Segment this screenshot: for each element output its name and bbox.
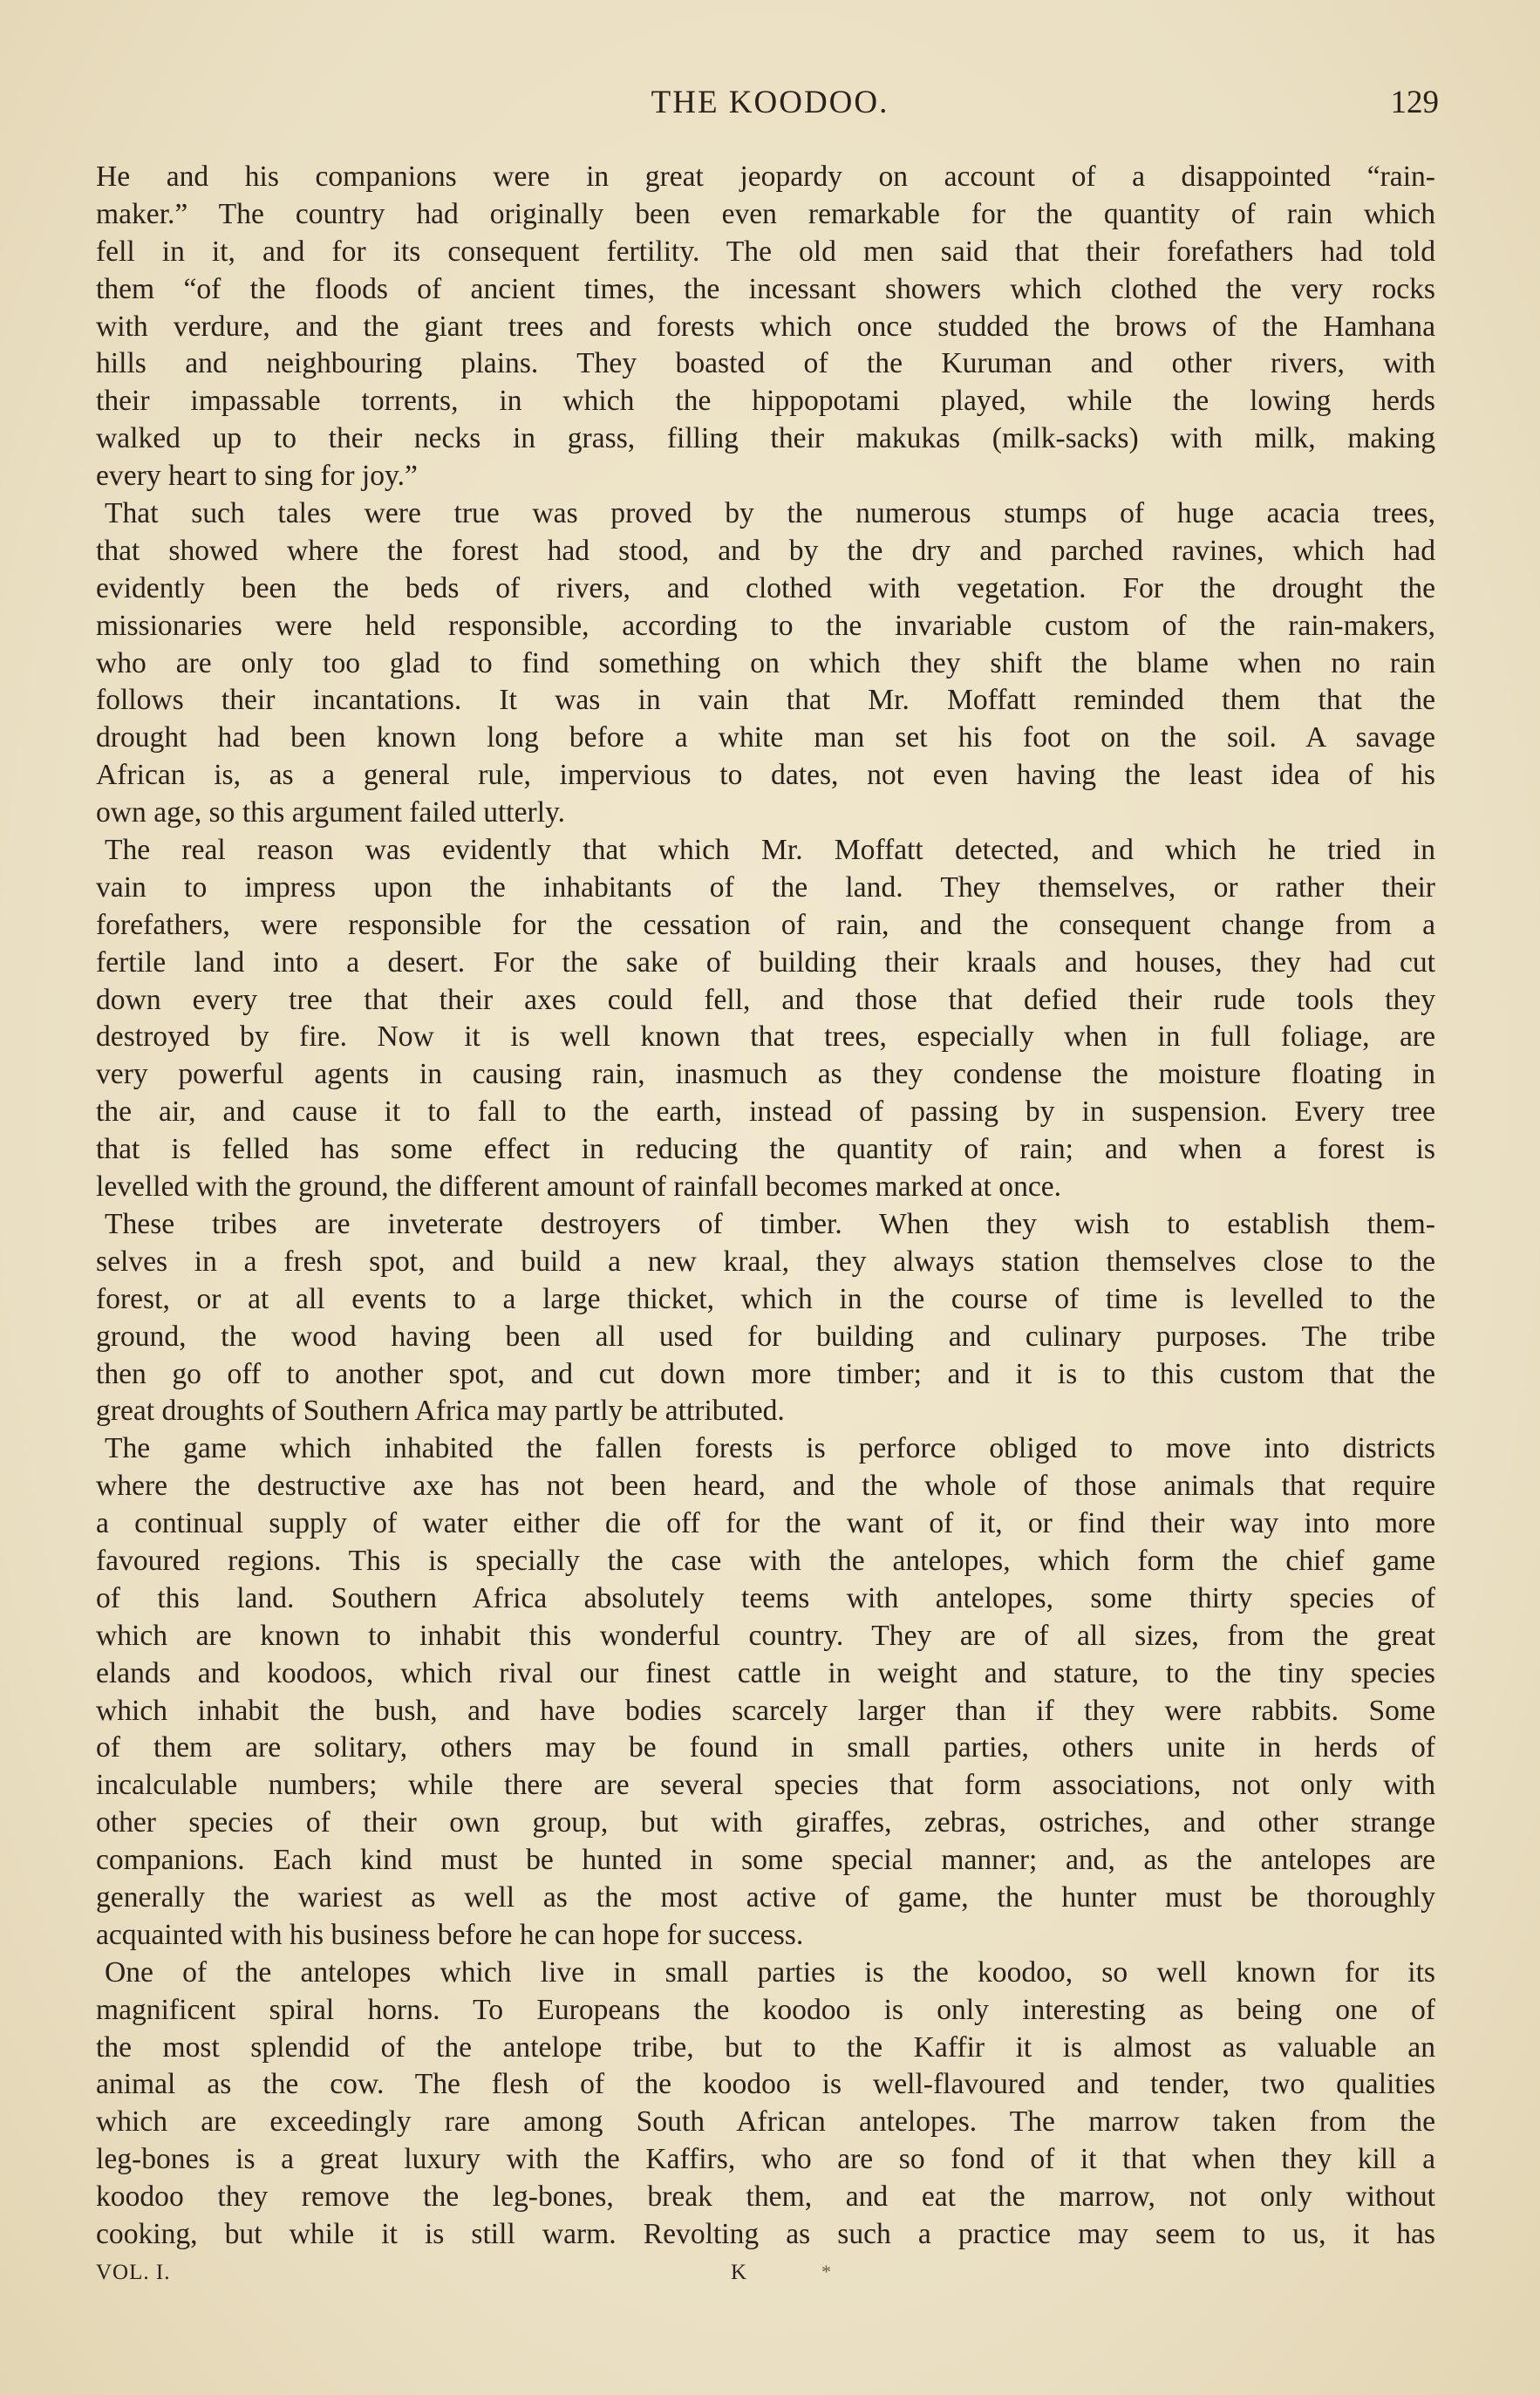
text-line: acquainted with his business before he can hope for success. bbox=[96, 1918, 804, 1951]
text-line: forefathers, were responsible for the cessation of rain, and the consequent change from a bbox=[96, 908, 1435, 941]
text-line: them “of the floods of ancient times, the incessant showers which clothed the very rocks bbox=[96, 272, 1435, 305]
text-line: every heart to sing for joy.” bbox=[96, 460, 418, 493]
running-head bbox=[96, 84, 1444, 127]
text-line: generally the wariest as well as the most active of game, the hunter must be thoroughly bbox=[96, 1880, 1435, 1914]
text-line: leg-bones is a great luxury with the Kaffirs, who are so fond of it that when they kill a bbox=[96, 2143, 1435, 2176]
text-line: koodoo they remove the leg-bones, break them, and eat the marrow, not only without bbox=[96, 2180, 1435, 2214]
page-title: THE KOODOO. bbox=[651, 85, 889, 120]
text-line: very powerful agents in causing rain, inasmuch as they condense the moisture floating in bbox=[96, 1058, 1435, 1091]
printer-mark: * bbox=[821, 2261, 832, 2282]
text-line: their impassable torrents, in which the hippopotami played, while the lowing herds bbox=[96, 385, 1435, 418]
text-line: which are exceedingly rare among South African antelopes. The marrow taken from the bbox=[96, 2105, 1435, 2139]
text-line: He and his companions were in great jeopardy on account of a disappointed “rain- bbox=[96, 160, 1435, 193]
text-line: which are known to inhabit this wonderful country. They are of all sizes, from the great bbox=[96, 1619, 1435, 1652]
text-line: hills and neighbouring plains. They boasted of the Kuruman and other rivers, with bbox=[96, 347, 1435, 380]
text-line: own age, so this argument failed utterly. bbox=[96, 796, 566, 829]
text-line: destroyed by fire. Now it is well known that trees, especially when in full foliage, are bbox=[96, 1020, 1435, 1054]
text-line: fertile land into a desert. For the sake of building their kraals and houses, they had cut bbox=[96, 945, 1435, 979]
page-footer bbox=[96, 2261, 1435, 2296]
text-line: incalculable numbers; while there are several species that form associations, not only with bbox=[96, 1769, 1435, 1802]
text-line: that showed where the forest had stood, and by the dry and parched ravines, which had bbox=[96, 534, 1435, 567]
text-line: levelled with the ground, the different amount of rainfall becomes marked at once. bbox=[96, 1170, 1062, 1204]
text-line: drought had been known long before a white man set his foot on the soil. A savage bbox=[96, 721, 1435, 754]
text-line: vain to impress upon the inhabitants of the land. They themselves, or rather their bbox=[96, 870, 1435, 904]
text-line: of them are solitary, others may be found in small parties, others unite in herds of bbox=[96, 1731, 1435, 1764]
text-line: animal as the cow. The flesh of the koodoo is well-flavoured and tender, two qualities bbox=[96, 2068, 1435, 2101]
text-line: That such tales were true was proved by the numerous stumps of huge acacia trees, bbox=[105, 497, 1435, 530]
text-line: which inhabit the bush, and have bodies scarcely larger than if they were rabbits. Some bbox=[96, 1694, 1435, 1727]
body-text bbox=[96, 159, 1435, 2254]
text-line: other species of their own group, but with giraffes, zebras, ostriches, and other strange bbox=[96, 1806, 1435, 1839]
volume-label: VOL. I. bbox=[96, 2261, 171, 2284]
text-line: fell in it, and for its consequent fertility. The old men said that their forefathers had told bbox=[96, 235, 1435, 268]
text-line: evidently been the beds of rivers, and clothed with vegetation. For the drought the bbox=[96, 571, 1435, 604]
text-line: The real reason was evidently that which Mr. Moffatt detected, and which he tried in bbox=[105, 834, 1435, 867]
text-line: favoured regions. This is specially the case with the antelopes, which form the chief game bbox=[96, 1544, 1435, 1577]
text-line: who are only too glad to find something on which they shift the blame when no rain bbox=[96, 646, 1435, 679]
signature-mark: K bbox=[731, 2261, 748, 2284]
text-line: the air, and cause it to fall to the earth, instead of passing by in suspension. Every tree bbox=[96, 1095, 1435, 1129]
text-line: These tribes are inveterate destroyers of timber. When they wish to establish them- bbox=[105, 1207, 1435, 1240]
text-line: walked up to their necks in grass, filling their makukas (milk-sacks) with milk, making bbox=[96, 422, 1435, 455]
text-line: The game which inhabited the fallen forests is perforce obliged to move into districts bbox=[105, 1432, 1435, 1465]
text-line: where the destructive axe has not been heard, and the whole of those animals that require bbox=[96, 1470, 1435, 1503]
text-line: with verdure, and the giant trees and forests which once studded the brows of the Hamhana bbox=[96, 310, 1435, 343]
text-line: companions. Each kind must be hunted in some special manner; and, as the antelopes are bbox=[96, 1844, 1435, 1877]
page-number: 129 bbox=[1390, 85, 1439, 120]
text-line: ground, the wood having been all used for building and culinary purposes. The tribe bbox=[96, 1320, 1435, 1353]
text-line: then go off to another spot, and cut down more timber; and it is to this custom that the bbox=[96, 1357, 1435, 1390]
text-line: great droughts of Southern Africa may partly be attributed. bbox=[96, 1395, 785, 1428]
text-line: down every tree that their axes could fell, and those that defied their rude tools they bbox=[96, 983, 1435, 1016]
text-line: maker.” The country had originally been even remarkable for the quantity of rain which bbox=[96, 197, 1435, 230]
text-line: One of the antelopes which live in small parties is the koodoo, so well known for its bbox=[105, 1955, 1435, 1989]
text-line: the most splendid of the antelope tribe, but to the Kaffir it is almost as valuable an bbox=[96, 2030, 1435, 2064]
text-line: a continual supply of water either die off for the want of it, or find their way into more bbox=[96, 1507, 1435, 1540]
text-line: cooking, but while it is still warm. Revolting as such a practice may seem to us, it has bbox=[96, 2217, 1435, 2250]
text-line: African is, as a general rule, impervious to dates, not even having the least idea of his bbox=[96, 759, 1435, 792]
text-line: that is felled has some effect in reducing the quantity of rain; and when a forest is bbox=[96, 1133, 1435, 1166]
text-line: elands and koodoos, which rival our finest cattle in weight and stature, to the tiny species bbox=[96, 1656, 1435, 1689]
text-line: missionaries were held responsible, according to the invariable custom of the rain-makers, bbox=[96, 609, 1435, 642]
text-line: forest, or at all events to a large thicket, which in the course of time is levelled to the bbox=[96, 1282, 1435, 1315]
text-line: follows their incantations. It was in vain that Mr. Moffatt reminded them that the bbox=[96, 684, 1435, 717]
text-line: of this land. Southern Africa absolutely teems with antelopes, some thirty species of bbox=[96, 1581, 1435, 1614]
text-line: selves in a fresh spot, and build a new kraal, they always station themselves close to the bbox=[96, 1245, 1435, 1278]
text-line: magnificent spiral horns. To Europeans the koodoo is only interesting as being one of bbox=[96, 1993, 1435, 2026]
